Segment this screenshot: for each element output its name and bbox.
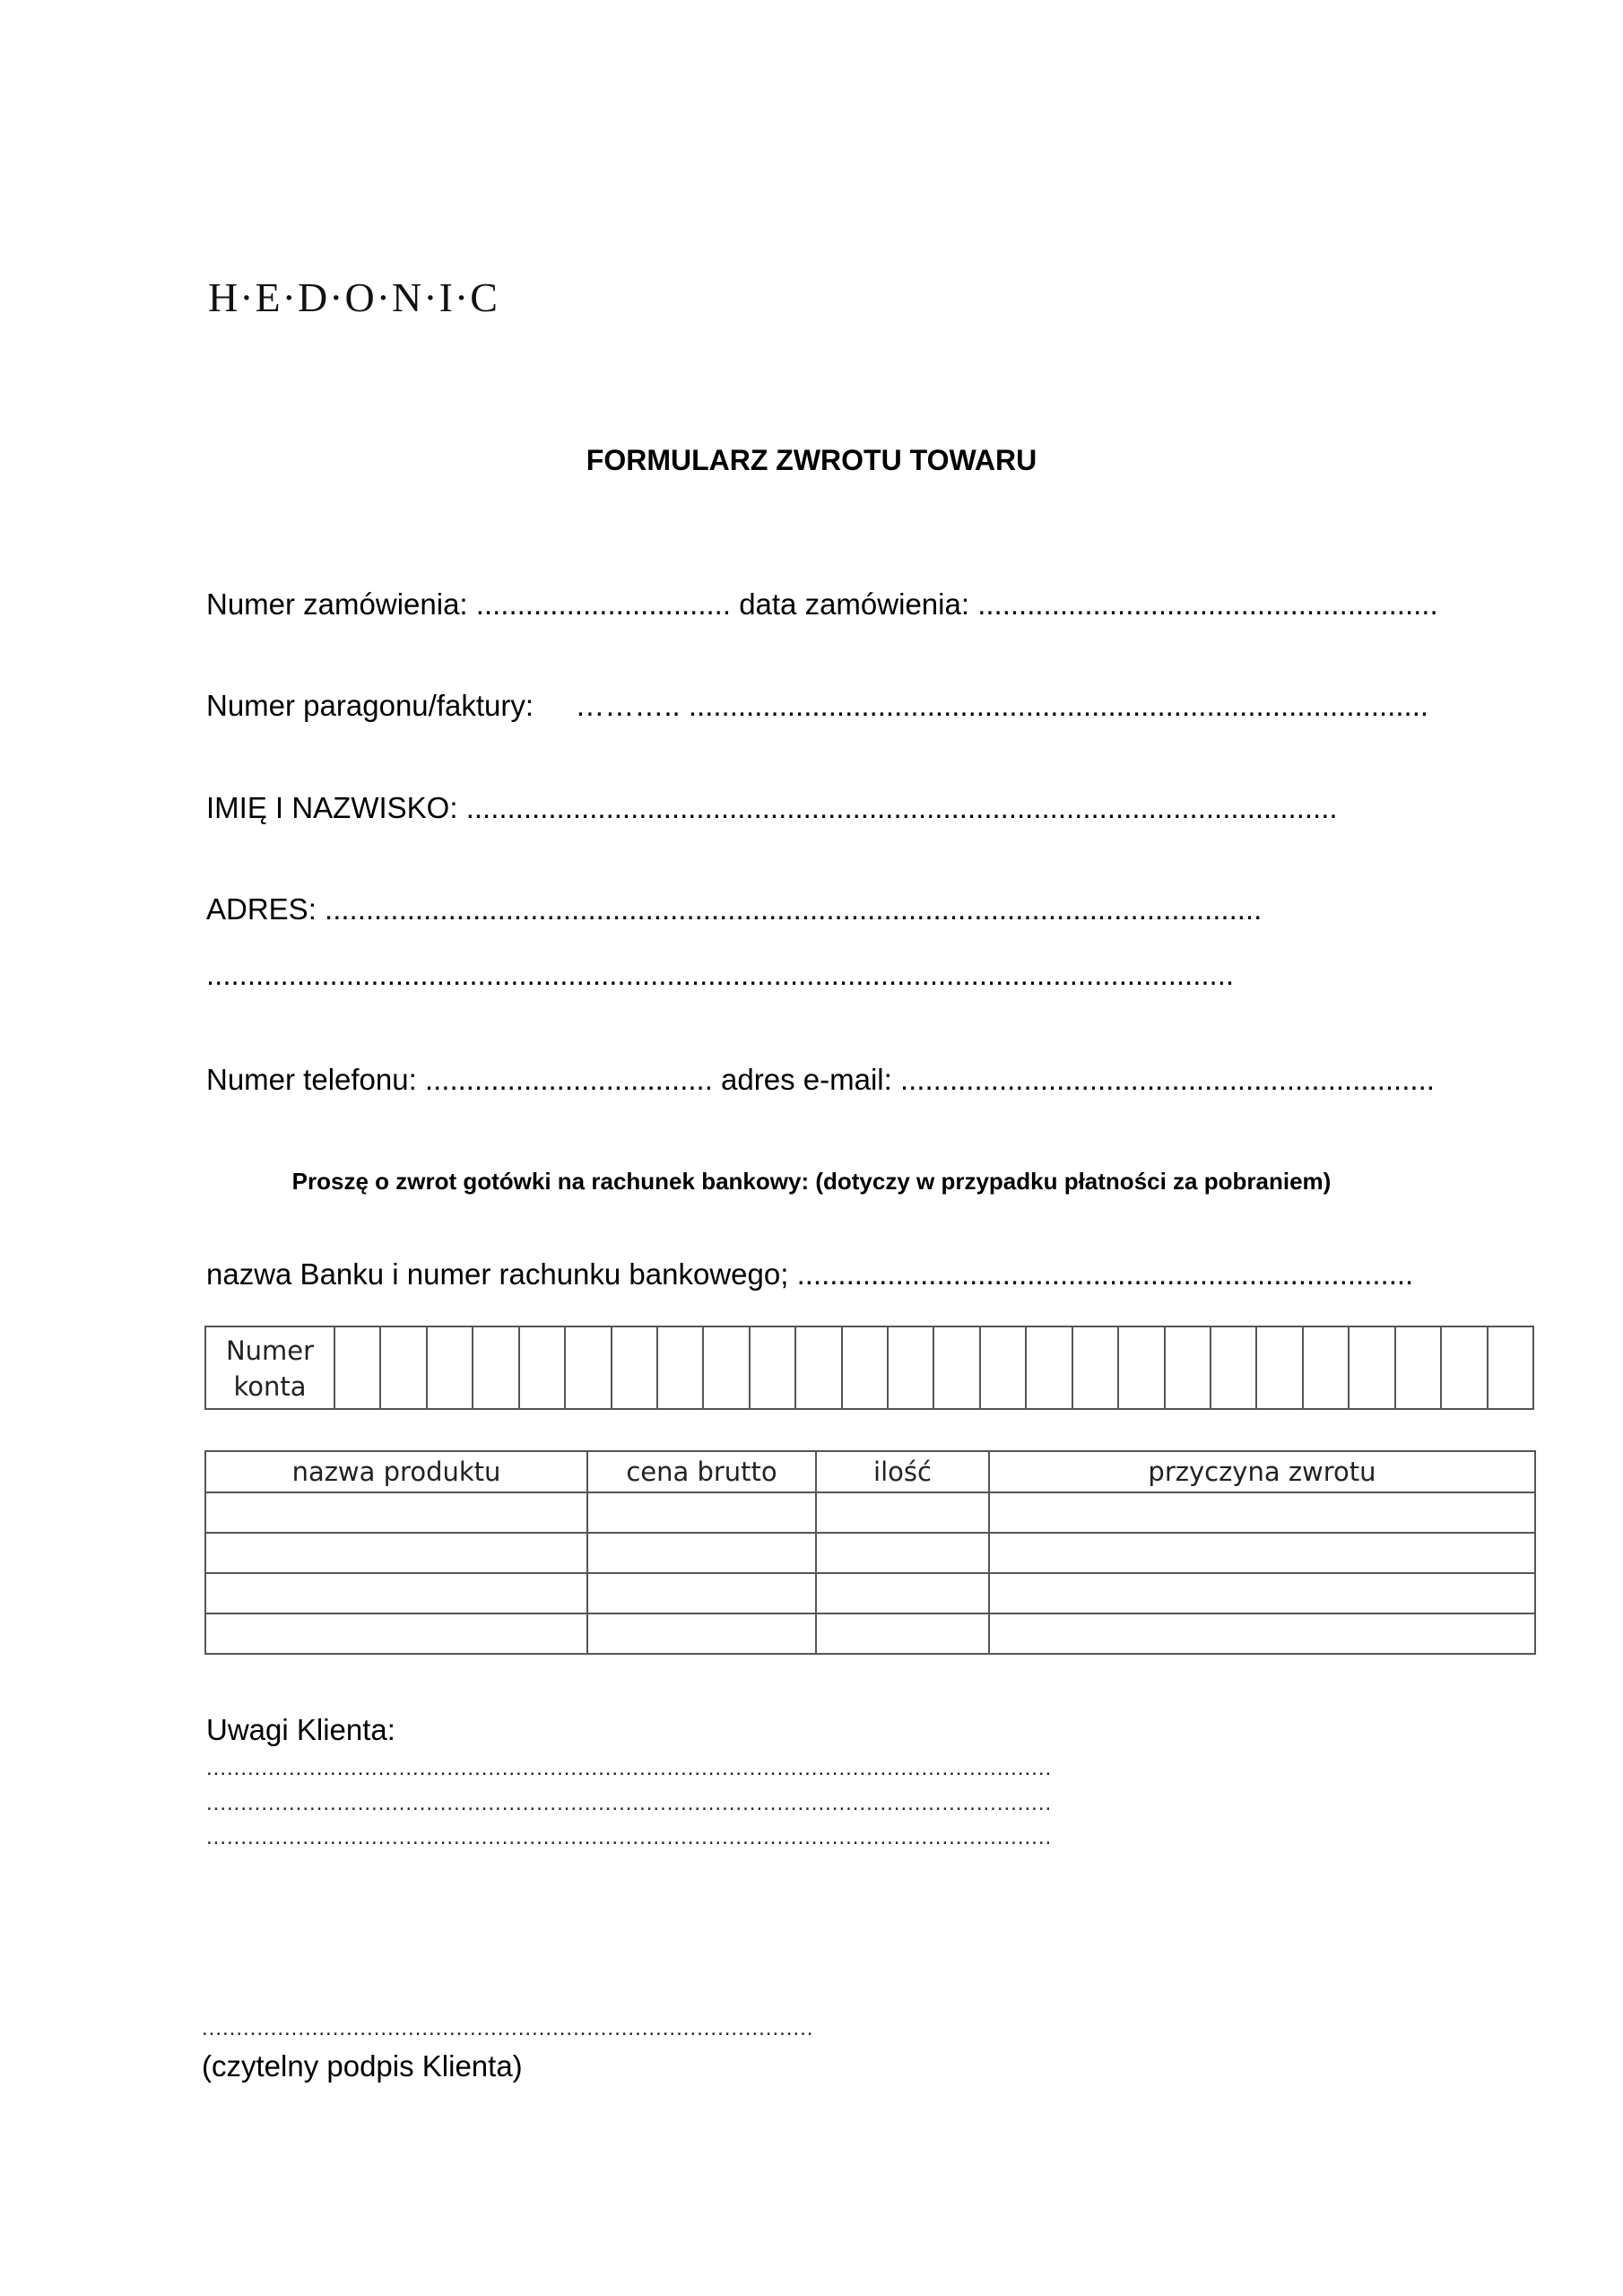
account-digit-box[interactable] bbox=[473, 1327, 519, 1408]
column-header-product-name: nazwa produktu bbox=[205, 1451, 587, 1492]
quantity-cell[interactable] bbox=[816, 1492, 989, 1533]
remarks-line-1[interactable]: ........................................................................................................................... bbox=[206, 1756, 1053, 1780]
account-digit-box[interactable] bbox=[1304, 1327, 1350, 1408]
return-reason-cell[interactable] bbox=[989, 1613, 1535, 1654]
products-header-row bbox=[205, 1451, 1535, 1492]
product-name-cell[interactable] bbox=[205, 1573, 587, 1613]
remarks-line-2[interactable]: ........................................................................................................................... bbox=[206, 1791, 1053, 1815]
signature-line[interactable]: ......................................................................................... bbox=[202, 2016, 814, 2040]
address-field[interactable]: .................................................................................................................. bbox=[325, 892, 1263, 926]
phone-label: Numer telefonu: bbox=[206, 1063, 417, 1096]
bank-field[interactable]: ........................................................................... bbox=[796, 1257, 1414, 1291]
bank-row bbox=[206, 1257, 1413, 1292]
account-digit-box[interactable] bbox=[566, 1327, 612, 1408]
column-header-return-reason: przyczyna zwrotu bbox=[989, 1451, 1535, 1492]
account-digit-box[interactable] bbox=[381, 1327, 427, 1408]
account-digit-box[interactable] bbox=[1211, 1327, 1257, 1408]
return-reason-cell[interactable] bbox=[989, 1533, 1535, 1573]
account-number-grid bbox=[204, 1326, 1534, 1410]
gross-price-cell[interactable] bbox=[587, 1533, 816, 1573]
bank-label: nazwa Banku i numer rachunku bankowego; bbox=[206, 1257, 789, 1291]
product-name-cell[interactable] bbox=[205, 1613, 587, 1654]
account-digit-box[interactable] bbox=[1396, 1327, 1442, 1408]
gross-price-cell[interactable] bbox=[587, 1573, 816, 1613]
address-line-2-field[interactable]: ............................................................................................................................. bbox=[206, 958, 1235, 991]
order-number-field[interactable]: ............................... bbox=[475, 587, 732, 621]
order-number-label: Numer zamówienia: bbox=[206, 587, 468, 621]
account-digit-box[interactable] bbox=[335, 1327, 381, 1408]
name-label: IMIĘ I NAZWISKO: bbox=[206, 791, 458, 824]
company-logo: H·E·D·O·N·I·C bbox=[208, 274, 499, 320]
remarks-line-3[interactable]: ........................................................................................................................... bbox=[206, 1825, 1053, 1849]
account-digit-box[interactable] bbox=[612, 1327, 658, 1408]
name-row bbox=[206, 791, 1338, 825]
phone-field[interactable]: ................................... bbox=[424, 1063, 713, 1096]
account-digit-box[interactable] bbox=[843, 1327, 889, 1408]
table-row bbox=[205, 1573, 1535, 1613]
product-name-cell[interactable] bbox=[205, 1492, 587, 1533]
quantity-cell[interactable] bbox=[816, 1573, 989, 1613]
address-row bbox=[206, 892, 1262, 926]
receipt-row bbox=[206, 689, 1428, 723]
account-digit-box[interactable] bbox=[658, 1327, 704, 1408]
products-body bbox=[205, 1492, 1535, 1654]
account-digit-box[interactable] bbox=[1166, 1327, 1211, 1408]
return-reason-cell[interactable] bbox=[989, 1492, 1535, 1533]
products-table bbox=[204, 1450, 1536, 1655]
address-label: ADRES: bbox=[206, 892, 317, 926]
account-number-label: Numer konta bbox=[206, 1327, 335, 1408]
account-digit-box[interactable] bbox=[1119, 1327, 1165, 1408]
account-digit-box[interactable] bbox=[1350, 1327, 1395, 1408]
order-date-label: data zamówienia: bbox=[739, 587, 970, 621]
account-digit-box[interactable] bbox=[751, 1327, 796, 1408]
account-digit-box[interactable] bbox=[1027, 1327, 1072, 1408]
order-date-field[interactable]: ........................................................ bbox=[977, 587, 1438, 621]
return-reason-cell[interactable] bbox=[989, 1573, 1535, 1613]
signature-caption: (czytelny podpis Klienta) bbox=[202, 2049, 523, 2083]
quantity-cell[interactable] bbox=[816, 1533, 989, 1573]
account-digit-box[interactable] bbox=[1442, 1327, 1488, 1408]
gross-price-cell[interactable] bbox=[587, 1613, 816, 1654]
account-digit-box[interactable] bbox=[796, 1327, 842, 1408]
account-digit-box[interactable] bbox=[981, 1327, 1027, 1408]
name-field[interactable]: .......................................................................................................... bbox=[465, 791, 1338, 824]
table-row bbox=[205, 1613, 1535, 1654]
contact-row bbox=[206, 1063, 1435, 1097]
account-digit-box[interactable] bbox=[704, 1327, 750, 1408]
form-title: FORMULARZ ZWROTU TOWARU bbox=[586, 444, 1037, 476]
order-number-row bbox=[206, 587, 1438, 622]
product-name-cell[interactable] bbox=[205, 1533, 587, 1573]
refund-note: Proszę o zwrot gotówki na rachunek bankowy: (dotyczy w przypadku płatności za pobraniem) bbox=[291, 1168, 1332, 1195]
table-row bbox=[205, 1533, 1535, 1573]
email-field[interactable]: ................................................................. bbox=[899, 1063, 1435, 1096]
receipt-field[interactable]: ……….. .......................................................................................... bbox=[575, 689, 1429, 722]
email-label: adres e-mail: bbox=[721, 1063, 892, 1096]
account-digit-box[interactable] bbox=[428, 1327, 473, 1408]
column-header-quantity: ilość bbox=[816, 1451, 989, 1492]
receipt-label: Numer paragonu/faktury: bbox=[206, 689, 534, 722]
quantity-cell[interactable] bbox=[816, 1613, 989, 1654]
account-digit-box[interactable] bbox=[934, 1327, 980, 1408]
account-digit-box[interactable] bbox=[889, 1327, 934, 1408]
account-digit-box[interactable] bbox=[520, 1327, 566, 1408]
gross-price-cell[interactable] bbox=[587, 1492, 816, 1533]
table-row bbox=[205, 1492, 1535, 1533]
account-digit-box[interactable] bbox=[1488, 1327, 1532, 1408]
remarks-label: Uwagi Klienta: bbox=[206, 1713, 395, 1746]
account-digit-box[interactable] bbox=[1073, 1327, 1119, 1408]
account-digit-box[interactable] bbox=[1257, 1327, 1303, 1408]
column-header-gross-price: cena brutto bbox=[587, 1451, 816, 1492]
